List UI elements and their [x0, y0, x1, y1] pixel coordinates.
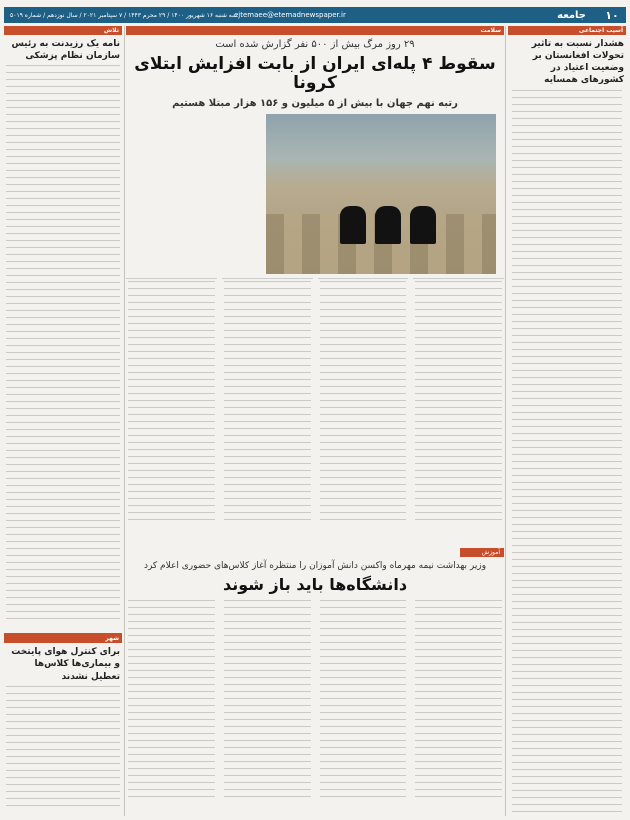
main-headline: سقوط ۴ پله‌ای ایران از بابت افزایش ابتلای کرونا: [134, 54, 496, 93]
main-tag: سلامت: [126, 26, 504, 35]
left-box: [4, 633, 122, 805]
page-header: [4, 7, 626, 23]
main-deck: رتبه نهم جهان با بیش از ۵ میلیون و ۱۵۶ هزار مبتلا هستیم: [172, 98, 458, 110]
main-body: [126, 278, 504, 536]
lower-tag: آموزش: [460, 548, 504, 557]
right-tag: آسیب اجتماعی: [508, 26, 626, 35]
page-number: ۱۰: [605, 8, 619, 22]
left-column: [4, 26, 122, 816]
section-name: جامعه: [557, 9, 586, 21]
divider: [505, 26, 506, 816]
date-line: سه شنبه ۱۶ شهریور ۱۴۰۰ / ۲۹ محرم ۱۴۴۳ / ۷ سپتامبر ۲۰۲۱ / سال نوزدهم / شماره ۵۰۱۹: [10, 11, 238, 19]
left-box-headline: برای کنترل هوای پایتخت و بیماری‌ها کلاس‌ها تعطیل نشدند: [11, 647, 120, 682]
main-story: [126, 26, 504, 546]
main-kicker: ۲۹ روز مرگ بیش از ۵۰۰ نفر گزارش شده است: [215, 39, 415, 50]
lower-kicker: وزیر بهداشت نیمه مهرماه واکسن دانش آموزان را منتظره آغاز کلاس‌های حضوری اعلام کرد: [143, 561, 487, 571]
main-photo: [266, 114, 496, 274]
right-column: [508, 26, 626, 816]
lower-headline: دانشگاه‌ها باید باز شوند: [222, 575, 408, 594]
right-headline: هشدار نسبت به تاثیر تحولات افغانستان بر وضعیت اعتیاد در کشورهای همسایه: [531, 39, 624, 86]
divider: [124, 26, 125, 816]
right-body: [510, 90, 624, 816]
section-email: ejtemaee@etemadnewspaper.ir: [234, 11, 346, 19]
left-tag: تلاش: [4, 26, 122, 35]
lower-story: [126, 548, 504, 816]
left-box-tag: شهر: [4, 634, 122, 643]
left-headline: نامه یک رزیدنت به رئیس سازمان نظام پزشکی: [11, 39, 120, 62]
